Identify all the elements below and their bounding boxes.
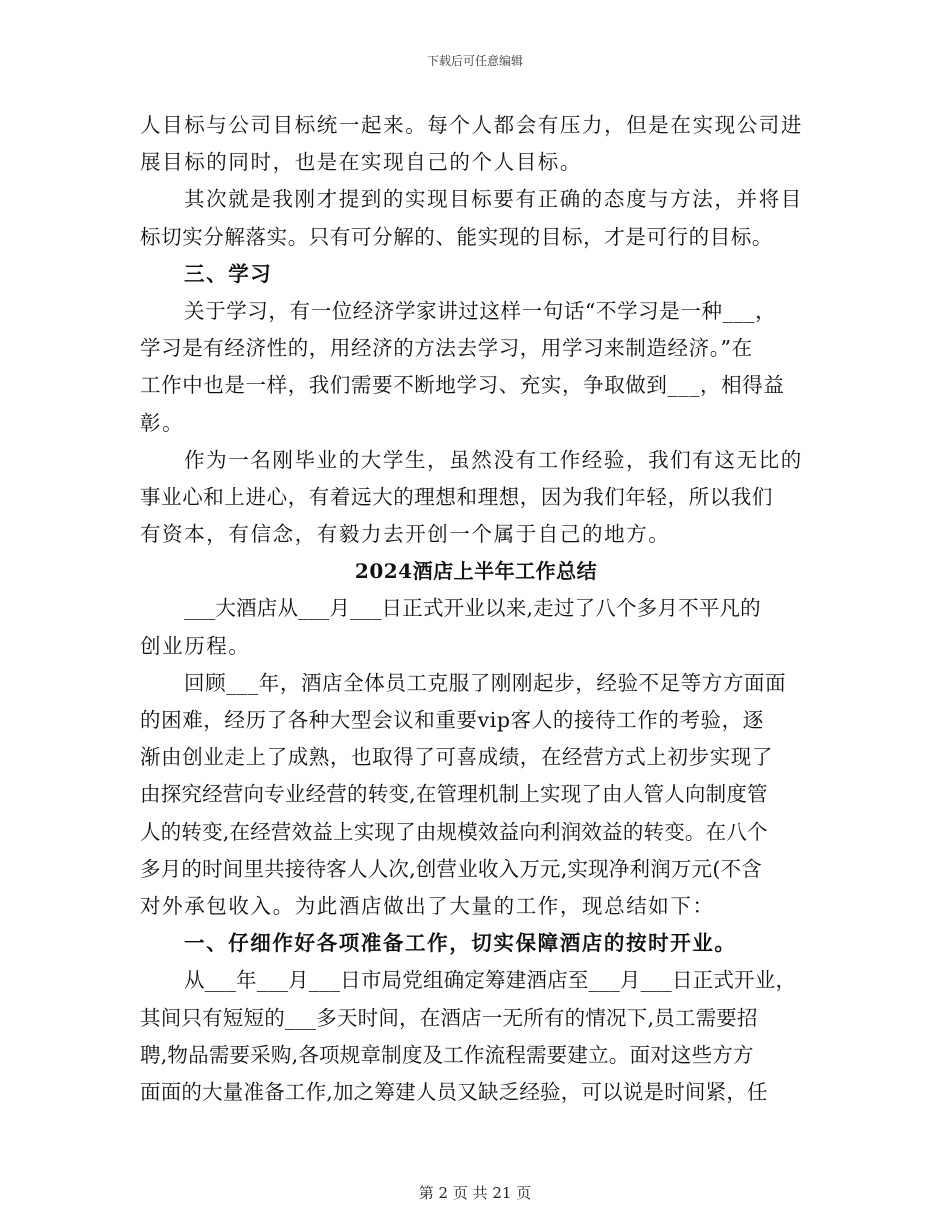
body-line: 渐由创业走上了成熟，也取得了可喜成绩，在经营方式上初步实现了 <box>140 745 773 770</box>
body-line: 彰。 <box>140 410 185 435</box>
section-heading: 三、学习 <box>184 261 273 286</box>
body-line: 关于学习，有一位经济学家讲过这样一句话“不学习是一种___， <box>184 298 777 323</box>
document-title: 2024酒店上半年工作总结 <box>354 559 598 584</box>
body-line: 事业心和上进心，有着远大的理想和理想，因为我们年轻，所以我们 <box>140 484 773 509</box>
body-line: 的困难，经历了各种大型会议和重要vip客人的接待工作的考验，逐 <box>140 708 764 732</box>
body-line: ___大酒店从___月___日正式开业以来,走过了八个多月不平凡的 <box>184 596 761 621</box>
body-line: 创业历程。 <box>140 633 251 658</box>
body-line: 工作中也是一样，我们需要不断地学习、充实，争取做到___，相得益 <box>140 373 785 398</box>
body-line: 聘,物品需要采购,各项规章制度及工作流程需要建立。面对这些方方 <box>140 1042 754 1067</box>
body-line: 回顾___年，酒店全体员工克服了刚刚起步，经验不足等方方面面 <box>184 670 787 695</box>
page-footer: 第 2 页 共 21 页 <box>418 1184 532 1202</box>
body-line: 有资本，有信念，有毅力去开创一个属于自己的地方。 <box>140 522 671 547</box>
body-line: 学习是有经济性的，用经济的方法去学习，用学习来制造经济。”在 <box>140 336 753 361</box>
body-line: 从___年___月___日市局党组确定筹建酒店至___月___日正式开业， <box>184 968 797 993</box>
body-line: 由探究经营向专业经营的转变,在管理机制上实现了由人管人向制度管 <box>140 782 768 807</box>
body-line: 其间只有短短的___多天时间，在酒店一无所有的情况下,员工需要招 <box>140 1005 758 1030</box>
body-line: 标切实分解落实。只有可分解的、能实现的目标，才是可行的目标。 <box>140 224 773 249</box>
body-line: 面面的大量准备工作,加之筹建人员又缺乏经验，可以说是时间紧，任 <box>140 1079 768 1104</box>
body-line: 其次就是我刚才提到的实现目标要有正确的态度与方法，并将目 <box>184 187 803 212</box>
body-line: 人目标与公司目标统一起来。每个人都会有压力，但是在实现公司进 <box>140 113 803 137</box>
body-line: 对外承包收入。为此酒店做出了大量的工作，现总结如下： <box>140 893 715 918</box>
body-line: 展目标的同时，也是在实现自己的个人目标。 <box>140 150 582 175</box>
body-line: 作为一名刚毕业的大学生，虽然没有工作经验，我们有这无比的 <box>184 447 803 472</box>
body-line: 多月的时间里共接待客人人次,创营业收入万元,实现净利润万元(不含 <box>140 856 762 881</box>
body-line: 人的转变,在经营效益上实现了由规模效益向利润效益的转变。在八个 <box>140 819 768 844</box>
page-header: 下载后可任意编辑 <box>426 54 523 68</box>
document-body <box>140 107 812 1111</box>
section-heading: 一、仔细作好各项准备工作，切实保障酒店的按时开业。 <box>184 931 737 956</box>
